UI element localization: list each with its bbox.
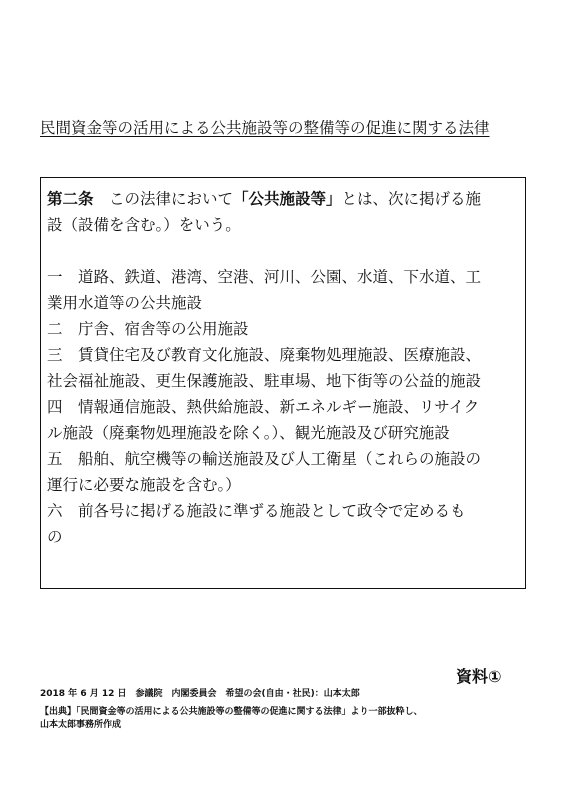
defined-term: 「公共施設等」 — [233, 189, 342, 208]
footer-source: 【出典】「民間資金等の活用による公共施設等の整備等の促進に関する法律」より一部抜粋し、 — [40, 707, 423, 717]
footer — [40, 688, 540, 732]
item-3-line-1: 三 賃貸住宅及び教育文化施設、廃棄物処理施設、医療施設、 — [47, 346, 482, 364]
article-intro-b: とは、次に掲げる施 — [341, 190, 482, 208]
item-2-line-1: 二 庁舎、宿舎等の公用施設 — [47, 320, 249, 338]
item-1-line-2: 業用水道等の公共施設 — [47, 294, 203, 312]
article-intro-a: この法律において — [93, 190, 234, 208]
article-intro-line-1 — [47, 186, 521, 212]
item-1-line-1: 一 道路、鉄道、港湾、空港、河川、公園、水道、下水道、工 — [47, 268, 482, 286]
article-body — [47, 186, 521, 550]
footer-session: 2018 年 6 月 12 日 参議院 内閣委員会 希望の会(自由・社民)：山本太郎 — [40, 689, 360, 699]
article-heading: 第二条 — [47, 189, 94, 208]
blank-line — [47, 238, 521, 264]
reference-label: 資料① — [456, 667, 502, 686]
item-6-line-1: 六 前各号に掲げる施設に準ずる施設として政令で定めるも — [47, 502, 466, 520]
item-4-line-1: 四 情報通信施設、熱供給施設、新エネルギー施設、リサイク — [47, 398, 480, 416]
article-intro-line-2: 設（設備を含む。）をいう。 — [47, 216, 241, 234]
item-5-line-1: 五 船舶、航空機等の輸送施設及び人工衛星（これらの施設の — [47, 450, 482, 468]
footer-author: 山本太郎事務所作成 — [40, 720, 122, 730]
item-3-line-2: 社会福祉施設、更生保護施設、駐車場、地下街等の公益的施設 — [47, 372, 482, 390]
item-5-line-2: 運行に必要な施設を含む。） — [47, 476, 241, 494]
item-6-line-2: の — [47, 528, 63, 546]
document-title: 民間資金等の活用による公共施設等の整備等の促進に関する法律 — [40, 119, 490, 137]
item-4-line-2: ル施設（廃棄物処理施設を除く。）、観光施設及び研究施設 — [47, 424, 450, 442]
article-box — [40, 177, 526, 589]
